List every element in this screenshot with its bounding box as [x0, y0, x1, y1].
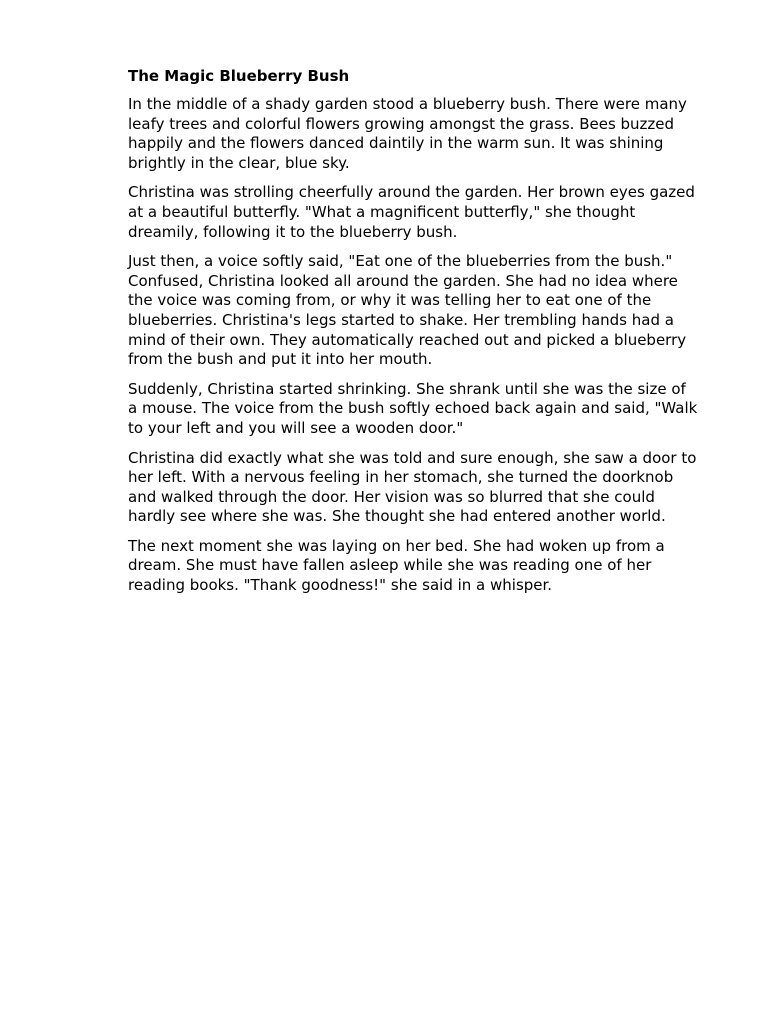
- story-title: The Magic Blueberry Bush: [128, 67, 350, 85]
- story-paragraph-2: Christina was strolling cheerfully around the garden. Her brown eyes gazed at a beautiful butterfly. "What a magnificent butterfly," she thought dreamily, following it to the blueberry bush.: [128, 183, 695, 241]
- story-paragraph-5: Christina did exactly what she was told and sure enough, she saw a door to her left. With a nervous feeling in her stomach, she turned the doorknob and walked through the door. Her vision was so blurred that she could hardly see where she was. She thought she had entered another world.: [128, 448, 697, 526]
- document-page: [128, 66, 698, 606]
- story-paragraph-3: Just then, a voice softly said, "Eat one of the blueberries from the bush." Confused, Christina looked all around the garden. She had no idea where the voice was coming from, or why it was telling her to eat one of the blueberries. Christina's legs started to shake. Her trembling hands had a mind of their own. They automatically reached out and picked a blueberry from the bush and put it into her mouth.: [128, 252, 687, 369]
- story-paragraph-6: The next moment she was laying on her bed. She had woken up from a dream. She must have fallen asleep while she was reading one of her reading books. "Thank goodness!" she said in a whisper.: [128, 536, 665, 595]
- story-paragraph-4: Suddenly, Christina started shrinking. She shrank until she was the size of a mouse. The voice from the bush softly echoed back again and said, "Walk to your left and you will see a wooden door.": [128, 379, 698, 437]
- story-paragraph-1: In the middle of a shady garden stood a blueberry bush. There were many leafy trees and colorful flowers growing amongst the grass. Bees buzzed happily and the flowers danced daintily in the warm sun. It was shining brightly in the clear, blue sky.: [128, 95, 687, 172]
